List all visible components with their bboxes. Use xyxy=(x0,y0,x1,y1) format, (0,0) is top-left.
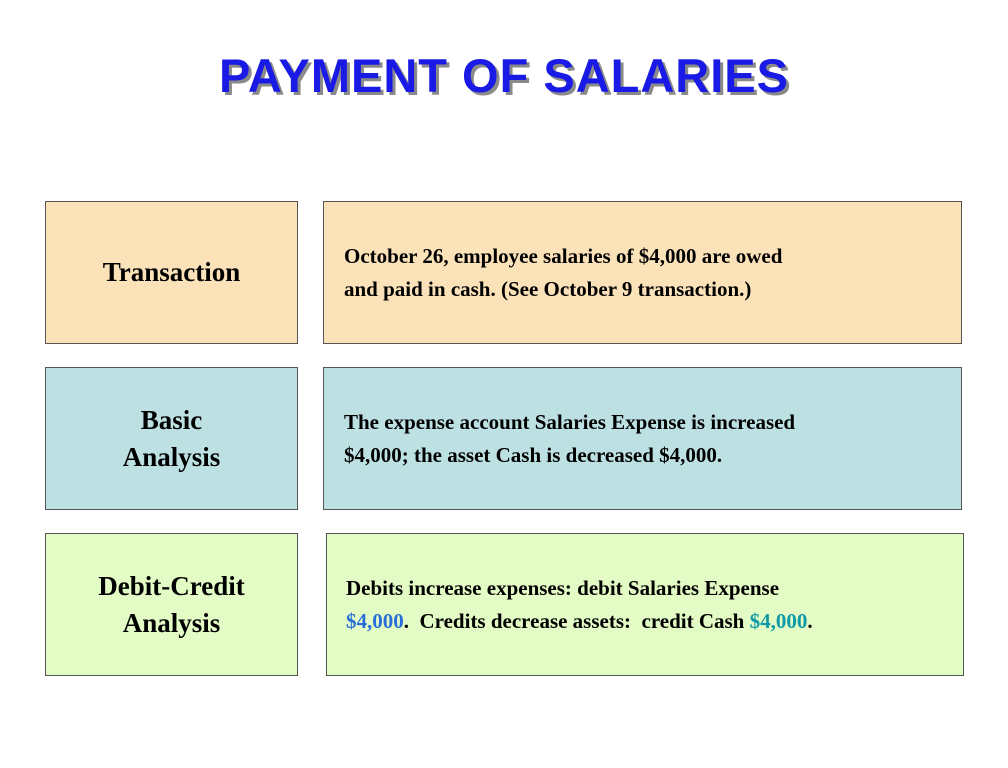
credit-amount: $4,000 xyxy=(749,608,808,633)
debit-credit-end-text: . xyxy=(807,608,813,633)
debit-credit-label-line-2: Analysis xyxy=(122,607,221,638)
debit-credit-label-box xyxy=(45,533,298,676)
basic-analysis-label xyxy=(123,402,221,476)
transaction-line-2: and paid in cash. (See October 9 transaction.) xyxy=(344,276,752,301)
debit-credit-label-line-1: Debit-Credit xyxy=(98,570,245,601)
basic-analysis-label-line-2: Analysis xyxy=(122,441,221,472)
basic-analysis-line-2: $4,000; the asset Cash is decreased $4,000. xyxy=(344,442,723,467)
basic-analysis-label-box xyxy=(45,367,298,510)
transaction-label: Transaction xyxy=(102,257,241,287)
debit-credit-description xyxy=(346,572,813,638)
debit-amount: $4,000 xyxy=(346,608,404,633)
basic-analysis-description-box xyxy=(323,367,962,510)
transaction-description xyxy=(344,240,782,306)
debit-credit-description-box xyxy=(326,533,964,676)
transaction-label-box xyxy=(45,201,298,344)
basic-analysis-label-line-1: Basic xyxy=(140,404,203,435)
debit-credit-label xyxy=(98,568,244,642)
basic-analysis-description xyxy=(344,406,795,472)
page-title: PAYMENT OF SALARIES xyxy=(218,49,789,102)
basic-analysis-line-1: The expense account Salaries Expense is increased xyxy=(344,409,796,434)
transaction-description-box xyxy=(323,201,962,344)
debit-credit-line-2 xyxy=(346,605,813,638)
debit-credit-middle-text: . Credits decrease assets: credit Cash xyxy=(403,608,750,633)
debit-credit-line-1: Debits increase expenses: debit Salaries Expense xyxy=(346,575,780,600)
transaction-line-1: October 26, employee salaries of $4,000 are owed xyxy=(344,243,783,268)
